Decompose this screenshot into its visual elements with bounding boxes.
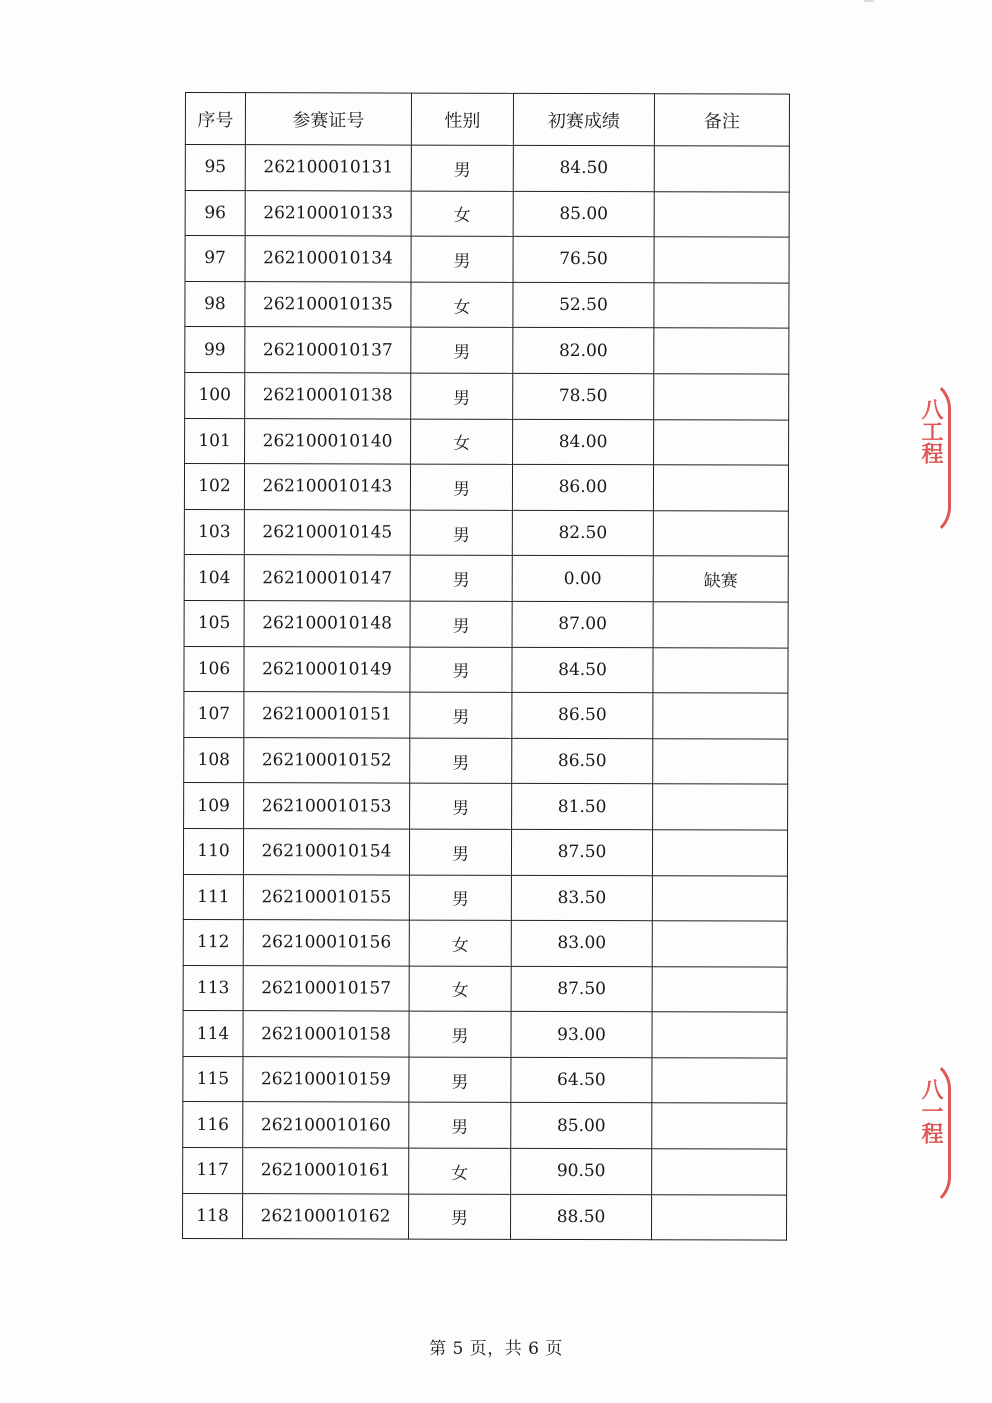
cell-note — [652, 830, 787, 876]
cell-score: 85.00 — [511, 1103, 652, 1149]
table-row — [184, 783, 788, 830]
table-row — [182, 1193, 786, 1240]
cell-id: 262100010155 — [243, 874, 409, 920]
table-row — [183, 1011, 787, 1058]
cell-note — [653, 510, 788, 556]
cell-gender: 女 — [409, 966, 511, 1012]
cell-score: 82.00 — [513, 328, 654, 374]
cell-id: 262100010140 — [245, 418, 411, 464]
cell-id: 262100010134 — [245, 236, 411, 282]
cell-score: 76.50 — [513, 237, 654, 283]
cell-note — [652, 966, 787, 1012]
header-id: 参赛证号 — [245, 93, 411, 145]
cell-id: 262100010152 — [244, 737, 410, 783]
seal-text: 八工程 — [918, 398, 943, 464]
cell-id: 262100010131 — [245, 145, 411, 191]
cell-score: 82.50 — [512, 510, 653, 556]
cell-score: 52.50 — [513, 282, 654, 328]
header-note: 备注 — [654, 94, 789, 146]
table-row — [183, 965, 787, 1012]
cell-note — [652, 1058, 787, 1104]
cell-gender: 男 — [409, 875, 511, 921]
table-row — [185, 327, 789, 374]
cell-gender: 男 — [411, 236, 513, 282]
table-row — [183, 828, 787, 875]
cell-score: 83.00 — [511, 920, 652, 966]
cell-score: 81.50 — [512, 784, 653, 830]
cell-id: 262100010160 — [243, 1102, 409, 1148]
cell-score: 88.50 — [510, 1194, 651, 1240]
cell-note — [654, 419, 789, 465]
cell-note — [654, 328, 789, 374]
cell-seq: 108 — [184, 737, 244, 783]
table-row — [185, 418, 789, 465]
cell-seq: 102 — [184, 464, 244, 510]
cell-score: 84.50 — [512, 647, 653, 693]
page-footer: 第 5 页，共 6 页 — [429, 1339, 563, 1359]
cell-seq: 104 — [184, 555, 244, 601]
cell-note — [652, 921, 787, 967]
cell-id: 262100010157 — [243, 965, 409, 1011]
seal-stamp — [914, 378, 954, 538]
cell-gender: 女 — [411, 282, 513, 328]
cell-note — [652, 1103, 787, 1149]
cell-note — [651, 1194, 786, 1240]
cell-gender: 男 — [410, 692, 512, 738]
cell-score: 86.00 — [512, 465, 653, 511]
cell-id: 262100010145 — [244, 509, 410, 555]
cell-seq: 113 — [183, 965, 243, 1011]
cell-gender: 男 — [410, 601, 512, 647]
cell-gender: 男 — [410, 464, 512, 510]
score-table — [182, 92, 790, 1241]
cell-gender: 女 — [409, 920, 511, 966]
cell-seq: 114 — [183, 1011, 243, 1057]
cell-seq: 98 — [185, 281, 245, 327]
cell-seq: 109 — [184, 783, 244, 829]
cell-id: 262100010161 — [243, 1148, 409, 1194]
table-row — [184, 646, 788, 693]
table-row — [185, 372, 789, 419]
cell-seq: 110 — [183, 828, 243, 874]
cell-seq: 96 — [185, 190, 245, 236]
table-row — [183, 920, 787, 967]
cell-note: 缺赛 — [653, 556, 788, 602]
table-row — [183, 874, 787, 921]
cell-score: 87.00 — [512, 601, 653, 647]
cell-note — [652, 875, 787, 921]
table-row — [184, 509, 788, 556]
cell-seq: 116 — [183, 1102, 243, 1148]
cell-seq: 106 — [184, 646, 244, 692]
cell-gender: 女 — [411, 419, 513, 465]
cell-note — [654, 283, 789, 329]
cell-seq: 107 — [184, 692, 244, 738]
cell-id: 262100010156 — [243, 920, 409, 966]
header-gender: 性别 — [411, 93, 513, 145]
table-row — [184, 692, 788, 739]
cell-seq: 97 — [185, 236, 245, 282]
cell-score: 93.00 — [511, 1012, 652, 1058]
cell-score: 87.50 — [511, 829, 652, 875]
cell-seq: 112 — [183, 920, 243, 966]
cell-gender: 女 — [411, 191, 513, 237]
cell-seq: 103 — [184, 509, 244, 555]
cell-note — [654, 374, 789, 420]
cell-score: 78.50 — [513, 373, 654, 419]
cell-note — [652, 1149, 787, 1195]
cell-note — [653, 738, 788, 784]
cell-score: 0.00 — [512, 556, 653, 602]
cell-gender: 男 — [408, 1194, 510, 1240]
seal-text: 八一程 — [918, 1078, 943, 1144]
table-row — [183, 1148, 787, 1195]
seal-stamp — [914, 1058, 954, 1208]
cell-gender: 男 — [410, 783, 512, 829]
table-row — [185, 145, 789, 192]
cell-note — [653, 465, 788, 511]
cell-seq: 99 — [185, 327, 245, 373]
cell-gender: 男 — [409, 829, 511, 875]
cell-gender: 男 — [411, 373, 513, 419]
table-row — [184, 555, 788, 602]
cell-id: 262100010158 — [243, 1011, 409, 1057]
table-body — [182, 145, 789, 1241]
header-score: 初赛成绩 — [513, 93, 654, 145]
cell-id: 262100010151 — [244, 692, 410, 738]
cell-score: 84.50 — [513, 145, 654, 191]
cell-gender: 男 — [411, 327, 513, 373]
cell-id: 262100010149 — [244, 646, 410, 692]
table-row — [184, 464, 788, 511]
cell-seq: 95 — [185, 145, 245, 191]
cell-score: 86.50 — [512, 692, 653, 738]
cell-seq: 105 — [184, 600, 244, 646]
cell-score: 87.50 — [511, 966, 652, 1012]
table-header-row — [185, 93, 789, 147]
cell-id: 262100010147 — [244, 555, 410, 601]
table-row — [185, 190, 789, 237]
cell-gender: 男 — [410, 510, 512, 556]
cell-score: 84.00 — [513, 419, 654, 465]
cell-note — [653, 784, 788, 830]
cell-note — [654, 237, 789, 283]
cell-seq: 115 — [183, 1056, 243, 1102]
cell-note — [652, 1012, 787, 1058]
cell-id: 262100010159 — [243, 1057, 409, 1103]
cell-note — [653, 647, 788, 693]
scan-mark — [864, 0, 874, 2]
table-row — [185, 281, 789, 328]
cell-id: 262100010137 — [245, 327, 411, 373]
cell-note — [654, 191, 789, 237]
cell-id: 262100010162 — [242, 1193, 408, 1239]
cell-id: 262100010154 — [243, 829, 409, 875]
cell-score: 85.00 — [513, 191, 654, 237]
cell-id: 262100010135 — [245, 281, 411, 327]
table-row — [185, 236, 789, 283]
cell-id: 262100010138 — [245, 373, 411, 419]
cell-id: 262100010153 — [244, 783, 410, 829]
cell-gender: 男 — [410, 555, 512, 601]
cell-gender: 女 — [409, 1148, 511, 1194]
cell-score: 90.50 — [511, 1148, 652, 1194]
cell-seq: 100 — [185, 372, 245, 418]
cell-gender: 男 — [410, 738, 512, 784]
cell-note — [653, 693, 788, 739]
cell-gender: 男 — [409, 1011, 511, 1057]
cell-note — [653, 602, 788, 648]
header-seq: 序号 — [185, 93, 245, 145]
table-row — [183, 1056, 787, 1103]
cell-seq: 101 — [185, 418, 245, 464]
cell-gender: 男 — [410, 647, 512, 693]
cell-note — [654, 146, 789, 192]
cell-seq: 111 — [183, 874, 243, 920]
cell-gender: 男 — [409, 1057, 511, 1103]
cell-score: 86.50 — [512, 738, 653, 784]
cell-id: 262100010133 — [245, 190, 411, 236]
cell-seq: 118 — [182, 1193, 242, 1239]
table-row — [184, 737, 788, 784]
table-row — [184, 600, 788, 647]
table-row — [183, 1102, 787, 1149]
cell-seq: 117 — [183, 1148, 243, 1194]
cell-id: 262100010143 — [244, 464, 410, 510]
cell-id: 262100010148 — [244, 601, 410, 647]
cell-gender: 男 — [409, 1103, 511, 1149]
cell-score: 83.50 — [511, 875, 652, 921]
cell-score: 64.50 — [511, 1057, 652, 1103]
cell-gender: 男 — [411, 145, 513, 191]
